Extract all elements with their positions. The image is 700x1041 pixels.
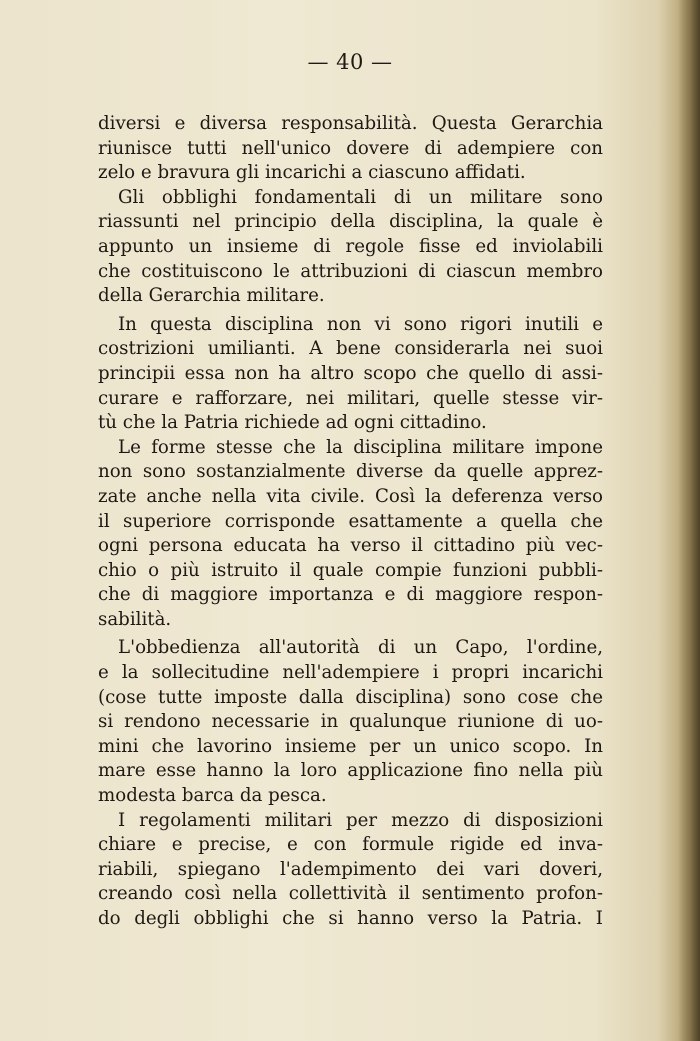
text-line: Gli obblighi fondamentali di un militare sono [118,186,603,208]
text-line: che costituiscono le attribuzioni di ciascun membro [98,260,603,282]
text-line: riassunti nel principio della disciplina, la quale è [98,211,603,233]
text-line: zate anche nella vita civile. Così la deferenza verso [98,485,603,507]
text-line: e la sollecitudine nell'adempiere i propri incarichi [98,662,603,684]
text-line: mare esse hanno la loro applicazione fino nella più [98,760,603,782]
page-edge-shadow [678,0,700,1041]
text-line: modesta barca da pesca. [98,785,327,807]
text-line: curare e rafforzare, nei militari, quelle stesse vir- [98,387,603,409]
paragraph [98,186,603,309]
text-line: mini che lavorino insieme per un unico scopo. In [98,735,603,757]
text-line: chio o più istruito il quale compie funzioni pubbli- [98,559,603,581]
text-line: do degli obblighi che si hanno verso la Patria. I [98,908,603,929]
paragraph [98,636,603,808]
text-line: costrizioni umilianti. A bene considerarla nei suoi [98,338,603,360]
text-line: sabilità. [98,608,172,630]
paragraph [98,436,603,633]
text-line: riunisce tutti nell'unico dovere di adempiere con [98,137,603,159]
text-line: creando così nella collettività il sentimento profon- [98,883,603,905]
text-line: (cose tutte imposte dalla disciplina) sono cose che [98,686,603,708]
text-line: diversi e diversa responsabilità. Questa Gerarchia [98,113,603,134]
paragraph [98,112,603,186]
text-line: si rendono necessarie in qualunque riunione di uo- [98,711,603,733]
text-line: che di maggiore importanza e di maggiore respon- [98,584,603,606]
text-line: tù che la Patria richiede ad ogni cittadino. [98,412,487,434]
text-line: In questa disciplina non vi sono rigori inutili e [118,313,603,335]
text-line: ogni persona educata ha verso il cittadino più vec- [98,535,603,557]
text-line: Le forme stesse che la disciplina militare impone [118,436,603,458]
text-line: della Gerarchia militare. [98,285,325,307]
text-line: I regolamenti militari per mezzo di disposizioni [118,809,603,831]
text-line: zelo e bravura gli incarichi a ciascuno affidati. [98,162,526,184]
body-text [98,112,603,932]
text-line: chiare e precise, e con formule rigide ed inva- [98,834,603,856]
text-line: non sono sostanzialmente diverse da quelle apprez- [98,461,603,483]
page-number: — 40 — [307,50,393,74]
paragraph [98,809,603,932]
text-line: L'obbedienza all'autorità di un Capo, l'ordine, [118,637,603,659]
text-line: appunto un insieme di regole fisse ed inviolabili [98,235,603,257]
paragraph [98,313,603,436]
text-line: riabili, spiegano l'adempimento dei vari doveri, [98,858,603,880]
text-line: principii essa non ha altro scopo che quello di assi- [98,362,603,384]
text-line: il superiore corrisponde esattamente a quella che [98,510,603,532]
